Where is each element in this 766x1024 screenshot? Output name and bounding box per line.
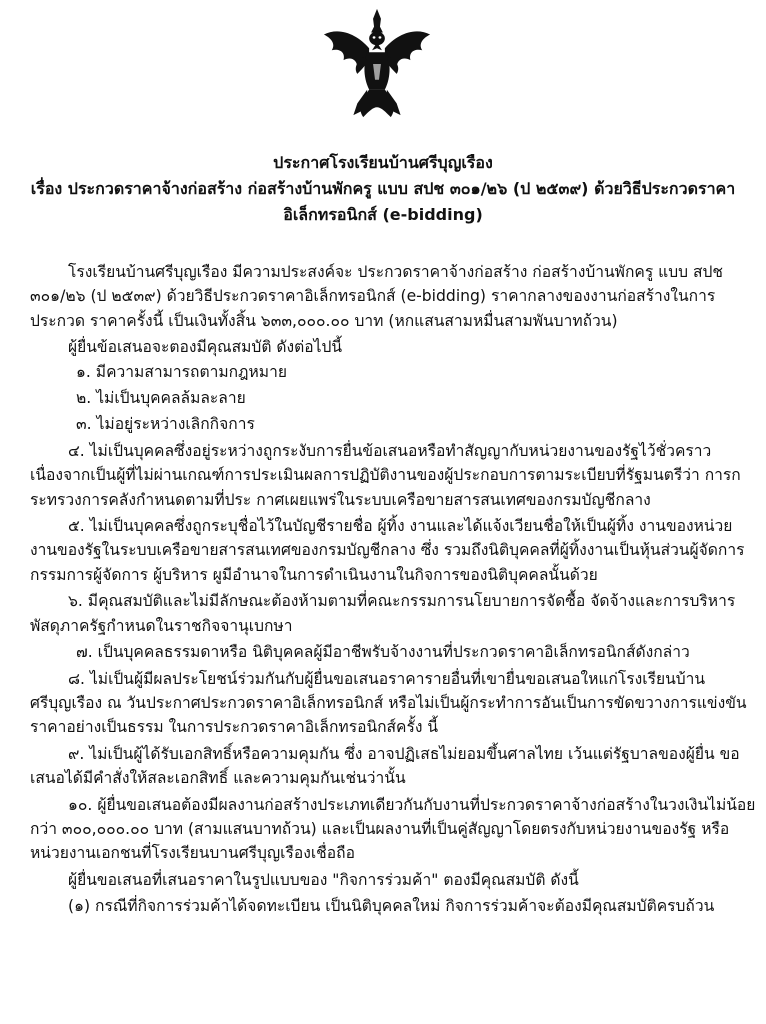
announcement-title: ประกาศโรงเรียนบ้านศรีบุญเรือง (273, 153, 493, 172)
garuda-emblem-icon (318, 4, 436, 124)
qualification-item-10: ๑๐. ผู้ยื่นขอเสนอต้องมีผลงานก่อสร้างประเภทเดียวกันกับงานที่ประกวดราคาจ้างก่อสร้างในวงเงินไม่น้อยกว่า ๓๐๐,๐๐๐.๐๐ บาท (สามแสนบาทถ้วน) และเป็นผลงานที่เป็นคู่สัญญาโดยตรงกับหน่วยงานของรัฐ หรือหน่วยงานเอกชนที่โรงเรียนบานศรีบุญเรืองเชื่อถือ (30, 795, 756, 863)
joint-venture-lead: ผู้ยื่นขอเสนอที่เสนอราคาในรูปแบบของ "กิจการร่วมค้า" ตองมีคุณสมบัติ ดังนี้ (68, 870, 579, 889)
qualification-item-3: ๓. ไม่อยู่ระหว่างเลิกกิจการ (76, 415, 255, 434)
qualification-item-5: ๕. ไม่เป็นบุคคลซึ่งถูกระบุชื่อไว้ในบัญชีรายชื่อ ผู้ทิ้ง งานและได้แจ้งเวียนชื่อให้เป็นผู้ทิ้ง งานของหน่วยงานของรัฐในระบบเครือขายสารสนเทศของกรมบัญชีกลาง ซึ่ง รวมถึงนิติบุคคลที่ผู้ทิ้งงานเป็นหุ้นส่วนผู้จัดการ กรรมการผู้จัดการ ผู้บริหาร ผูมีอำนาจในการดำเนินงานในกิจการของนิติบุคคลนั้นด้วย (30, 517, 745, 584)
qualification-item-4: ๔. ไม่เป็นบุคคลซึ่งอยู่ระหว่างถูกระงับการยื่นข้อเสนอหรือทำสัญญากับหน่วยงานของรัฐไว้ชั่วคราว เนื่องจากเป็นผู้ที่ไม่ผ่านเกณฑ์การประเมินผลการปฏิบัติงานของผู้ประกอบการตามระเบียบที่รัฐมนตรีว่า การกระทรวงการคลังกำหนดตามที่ประ กาศเผยแพร่ในระบบเครือขายสารสนเทศของกรมบัญชีกลาง (30, 441, 741, 509)
qualification-item-2: ๒. ไม่เป็นบุคคลล้มละลาย (76, 389, 246, 408)
subject-line-1: เรื่อง ประกวดราคาจ้างก่อสร้าง ก่อสร้างบ้านพักครู แบบ สปช ๓๐๑/๒๖ (ป ๒๕๓๙) ด้วยวิธีประกวดราคา (30, 179, 736, 198)
qualification-item-6: ๖. มีคุณสมบัติและไม่มีลักษณะต้องห้ามตามที่คณะกรรมการนโยบายการจัดซื้อ จัดจ้างและการบริหาร พัสดุภาครัฐกำหนดในราชกิจจานุเบกษา (30, 592, 736, 635)
subject-line-2: อิเล็กทรอนิกส์ (e-bidding) (283, 205, 483, 224)
qualification-item-1: ๑. มีความสามารถตามกฎหมาย (76, 362, 287, 381)
announcement-body (30, 260, 756, 919)
qualifications-lead: ผู้ยื่นข้อเสนอจะตองมีคุณสมบัติ ดังต่อไปนี้ (68, 338, 343, 357)
intro-paragraph: โรงเรียนบ้านศรีบุญเรือง มีความประสงค์จะ ประกวดราคาจ้างก่อสร้าง ก่อสร้างบ้านพักครู แบบ สปช ๓๐๑/๒๖ (ป ๒๕๓๙) ด้วยวิธีประกวดราคาอิเล็กทรอนิกส์ (e-bidding) ราคากลางของงานก่อสร้างในการประกวด ราคาครั้งนี้ เป็นเงินทั้งสิ้น ๖๓๓,๐๐๐.๐๐ บาท (หกแสนสามหมื่นสามพันบาทถ้วน) (30, 263, 723, 330)
qualification-item-9: ๙. ไม่เป็นผู้ได้รับเอกสิทธิ์หรือความคุมกัน ซึ่ง อาจปฏิเสธไม่ยอมขึ้นศาลไทย เว้นแต่รัฐบาลของผู้ยื่น ขอเสนอได้มีคำสั่งให้สละเอกสิทธิ์ และความคุมกันเช่นว่านั้น (30, 744, 740, 788)
announcement-header (0, 150, 766, 228)
joint-venture-item-1: (๑) กรณีที่กิจการร่วมค้าได้จดทะเบียน เป็นนิติบุคคลใหม่ กิจการร่วมค้าจะต้องมีคุณสมบัติครบถ้วน (68, 897, 715, 916)
qualification-item-7: ๗. เป็นบุคคลธรรมดาหรือ นิติบุคคลผู้มีอาชีพรับจ้างงานที่ประกวดราคาอิเล็กทรอนิกส์ดังกล่าว (76, 643, 690, 662)
qualification-item-8: ๘. ไม่เป็นผู้มีผลประโยชน์ร่วมกันกับผู้ยื่นขอเสนอราคารายอื่นที่เขายื่นขอเสนอใหแก่โรงเรียนบ้าน ศรีบุญเรือง ณ วันประกาศประกวดราคาอิเล็กทรอนิกส์ หรือไม่เป็นผู้กระทำการอันเป็นการขัดขวางการแข่งขัน ราคาอย่างเป็นธรรม ในการประกวดราคาอิเล็กทรอนิกส์ครั้ง นี้ (30, 669, 747, 737)
